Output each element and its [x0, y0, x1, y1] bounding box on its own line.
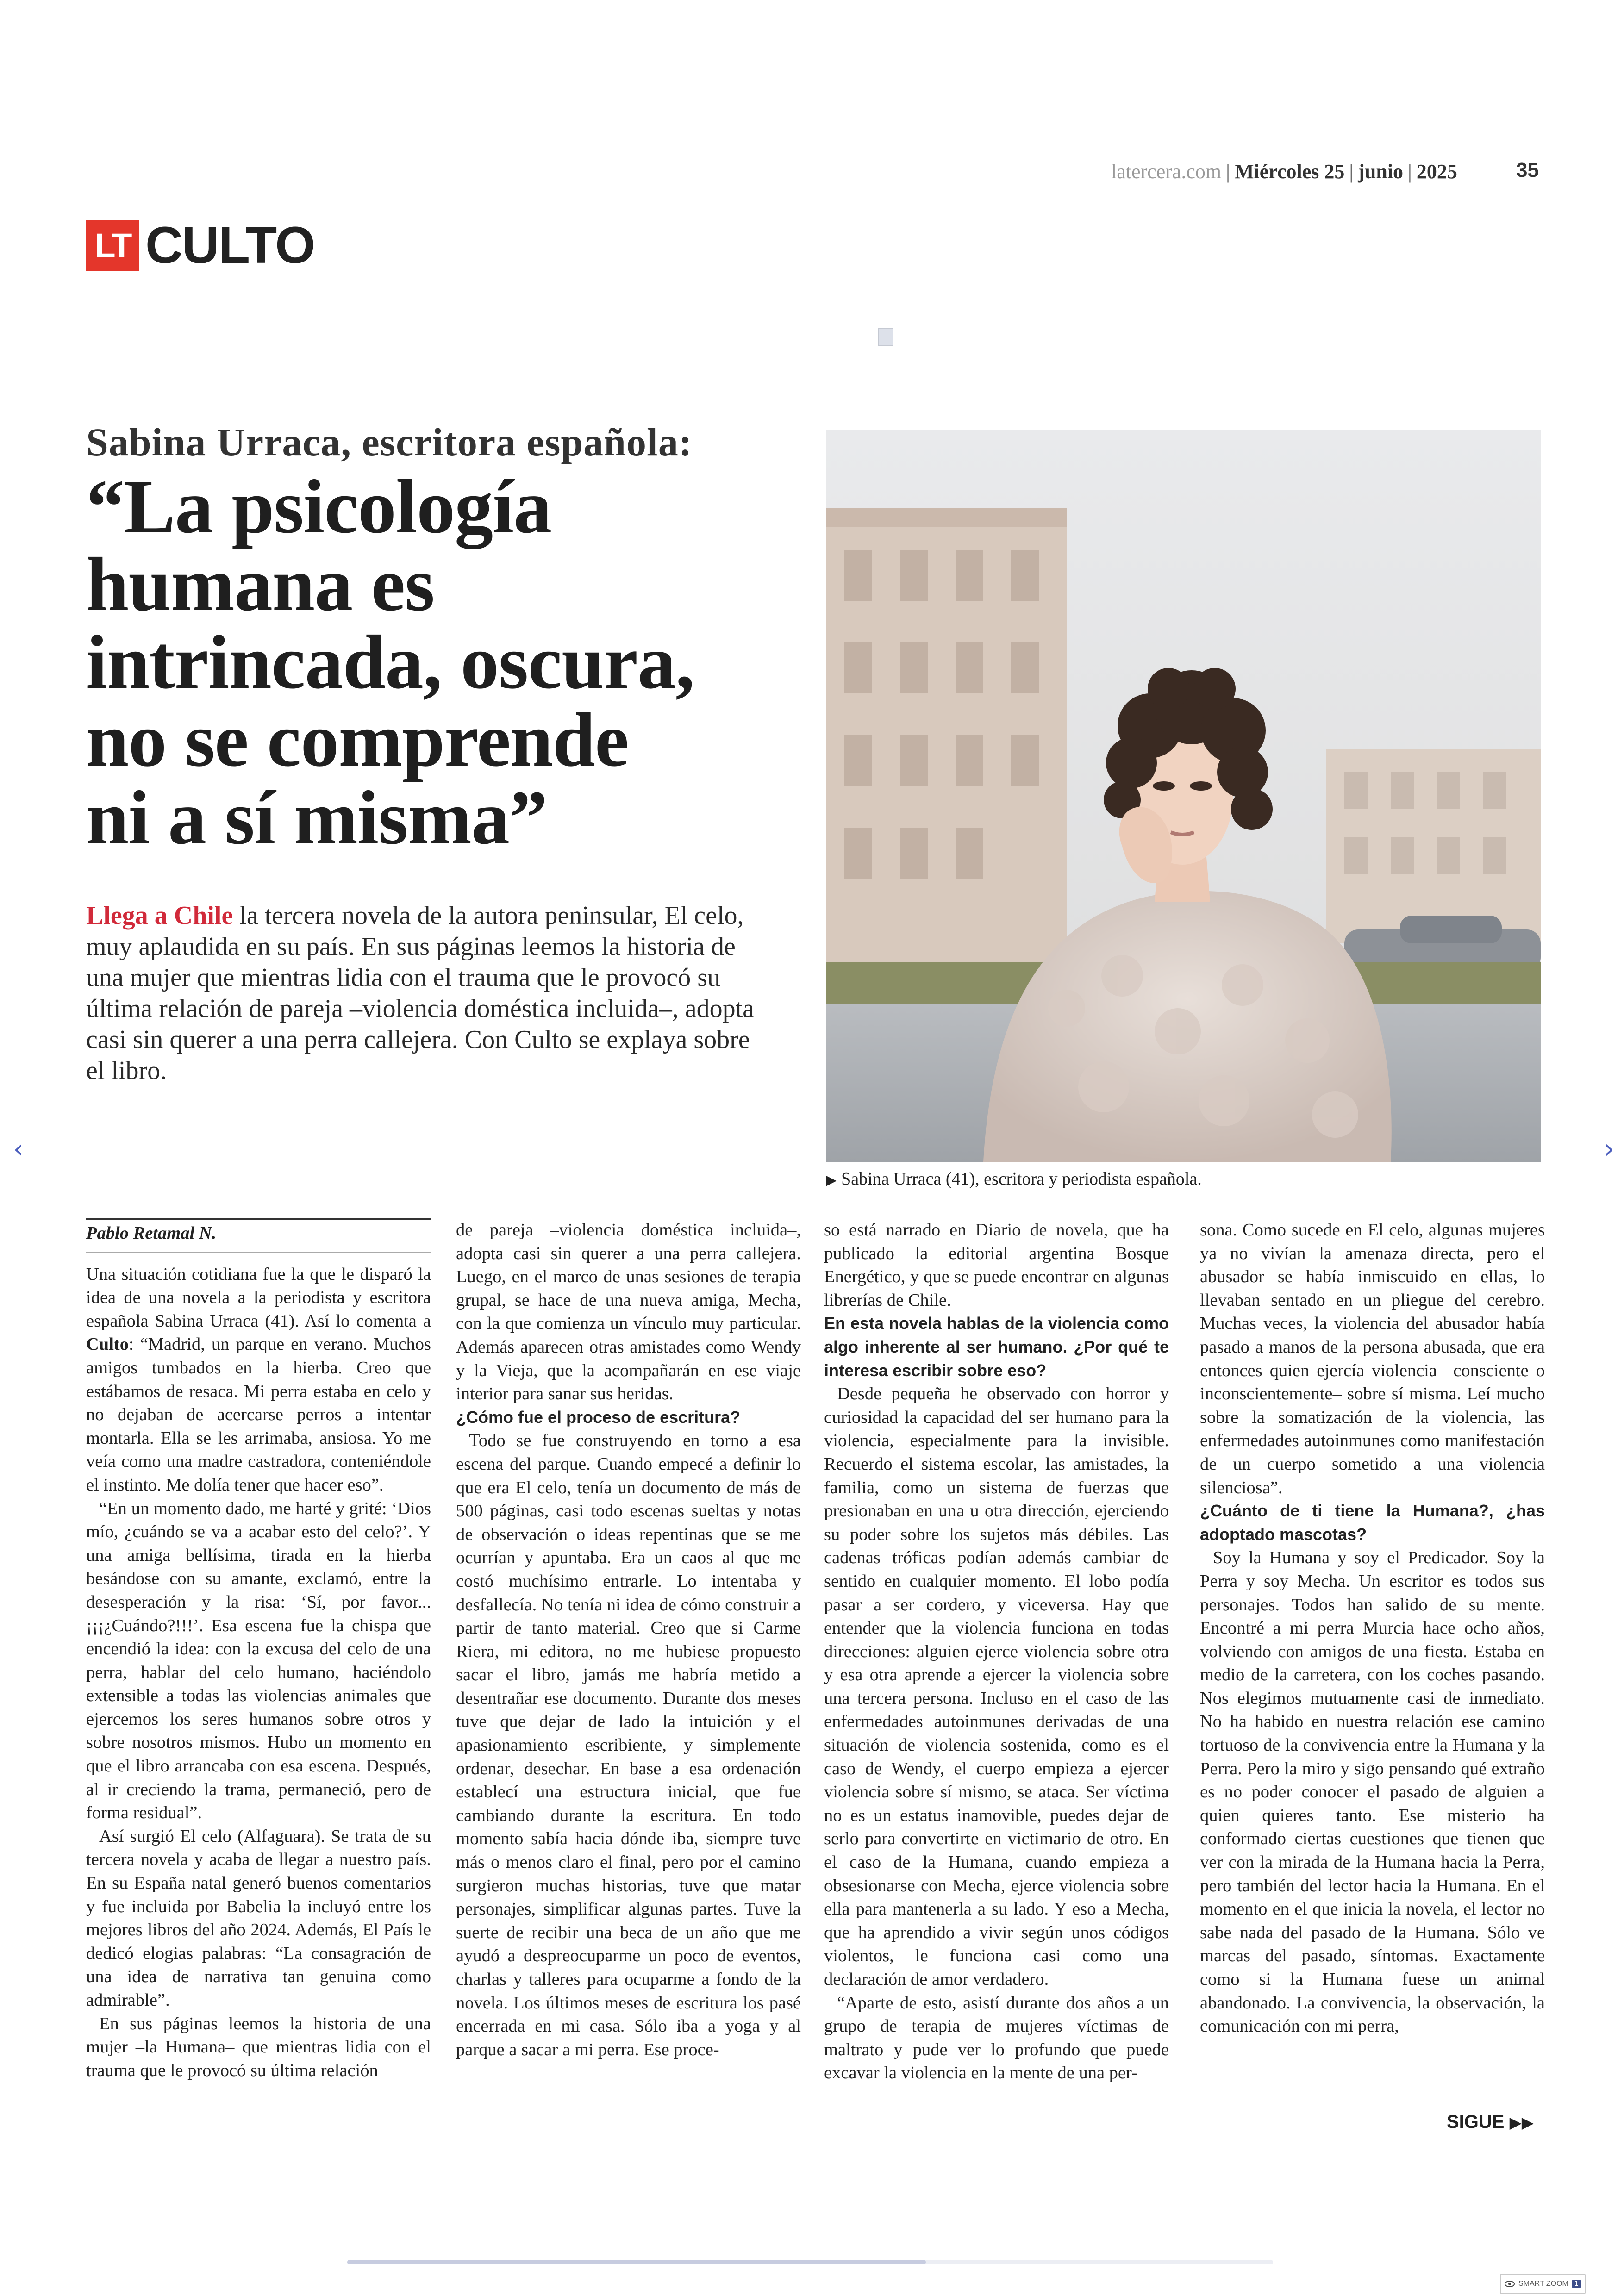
section-brand: [86, 216, 315, 274]
paragraph: sona. Como sucede en El celo, algunas mujeres ya no vivían la amenaza directa, pero el abusador se había inmiscuido en ellas, lo llevaban sentado en un pliegue del cerebro. Muchas veces, la violencia del abusador había pasado a manos de la persona abusada, que era entonces quien ejercía violencia –consciente o inconscientemente– sobre sí misma. Leí mucho sobre la somatización de la violencia, las enfermedades autoinmunes como manifestación de un cuerpo sometido a una violencia silenciosa”.: [1200, 1220, 1545, 1497]
paragraph: “Aparte de esto, asistí durante dos años a un grupo de terapia de mujeres víctimas de maltrato y pude ver lo profundo que puede excavar la violencia en la mente de una per-: [824, 1993, 1169, 2083]
smart-zoom-toggle[interactable]: [1500, 2274, 1586, 2294]
lt-logo: LT: [86, 220, 139, 271]
page-number: 35: [1516, 159, 1539, 181]
lead-text: la tercera novela de la autora peninsular, El celo, muy aplaudida en su país. En sus páginas leemos la historia de una mujer que mientras lidia con el trauma que le provocó su última relación de pareja –violencia doméstica incluida–, adopta casi sin querer a una perra callejera. Con Culto se explaya sobre el libro.: [86, 901, 754, 1085]
headline-line: ni a sí misma”: [86, 775, 547, 860]
article-column-4: [1200, 1218, 1545, 2038]
paragraph: “En un momento dado, me harté y grité: ‘Dios mío, ¿cuándo se va a acabar esto del celo?’. Y una amiga bellísima, tirada en la hierba besándose con su amante, exclamó, entre la desesperación y la risa: ‘Sí, por favor... ¡¡¡¿Cuándo?!!!’. Esa escena fue la chispa que encendió la idea: con la excusa del celo de una perra, hablar del celo humano, haciéndolo extensible a todas las violencias animales que ejercemos los seres humanos sobre otros y sobre nosotros mismos. Hubo un momento en que el libro arrancaba con esa escena. Después, al ir creciendo la trama, permaneció, pero de forma residual”.: [86, 1498, 431, 1823]
paragraph: Desde pequeña he observado con horror y curiosidad la capacidad del ser humano para la violencia, especialmente para la invisible. Recuerdo el sistema escolar, las amistades, la familia, como un sistema de fuerzas que presionaban en una u otra dirección, ejerciendo su poder sobre los sujetos más débiles. Las cadenas tróficas podían además cambiar de sentido en cualquier momento. El lobo podía pasar a ser cordero, y viceversa. Hay que entender que la violencia funciona en todas direcciones: alguien ejerce violencia sobre otra y esa otra aprende a ejercer la violencia sobre una tercera persona. Incluso en el caso de las enfermedades autoinmunes derivadas de una situación de violencia sostenida, como es el caso de Wendy, el cuerpo empieza a ejercer violencia sobre sí mismo, se ataca. Ser víctima no es un estatus inamovible, puedes dejar de serlo para convertirte en victimario de otro. En el caso de la Humana, cuando empieza a obsesionarse con Mecha, ejerce violencia sobre ella para mantenerla a su lado. Y eso a Mecha, que ha aprendido a vivir según unos códigos violentos, le funciona casi como una declaración de amor verdadero.: [824, 1384, 1169, 1989]
article-lead: [86, 900, 767, 1086]
headline-line: no se comprende: [86, 697, 629, 782]
smart-zoom-badge: 1: [1572, 2280, 1581, 2288]
article-column-2: [456, 1218, 801, 2061]
next-page-button[interactable]: [1595, 1133, 1623, 1165]
caption-triangle-icon: ▶: [826, 1172, 837, 1188]
chevron-right-icon: ›: [1604, 1134, 1615, 1164]
page-marker-icon: [878, 328, 893, 346]
paragraph: En sus páginas leemos la historia de una mujer –la Humana– que mientras lidia con el trauma que le provocó su última relación: [86, 2014, 431, 2080]
previous-page-button[interactable]: [5, 1133, 32, 1165]
section-name: CULTO: [145, 216, 315, 274]
article-photo: [826, 430, 1541, 1162]
chevron-left-icon: ‹: [13, 1134, 24, 1164]
scrollbar-thumb[interactable]: [347, 2260, 926, 2264]
site-name: latercera.com: [1111, 160, 1222, 183]
smart-zoom-label: SMART ZOOM: [1518, 2280, 1568, 2288]
paragraph: [86, 1263, 431, 1497]
double-play-icon: ▶▶: [1509, 2114, 1534, 2132]
article-column-1: [86, 1218, 431, 2082]
paragraph: de pareja –violencia doméstica incluida–, adopta casi sin querer a una perra callejera. Luego, en el marco de unas sesiones de terapia grupal, se hace de una nueva amiga, Mecha, con la que comienza un vínculo muy particular. Además aparecen otras amistades como Wendy y la Vieja, que la acompañarán en ese viaje interior para sanar sus heridas.: [456, 1220, 801, 1404]
date-year: 2025: [1416, 160, 1457, 183]
article-headline: [86, 464, 808, 860]
paragraph-text: : “Madrid, un parque en verano. Muchos amigos tumbados en la hierba. Creo que estábamos de resaca. Mi perra estaba en celo y no dejaban de acercarse perros a intentar montarla. Ella se les arrimaba, ansiosa. Yo me veía como una madre castradora, conteniéndole el instinto. Me dolía tener que hacer eso”.: [86, 1335, 431, 1495]
continue-label: SIGUE: [1447, 2112, 1505, 2132]
paragraph: so está narrado en Diario de novela, que ha publicado la editorial argentina Bosque Energético, y que se puede encontrar en algunas librerías de Chile.: [824, 1220, 1169, 1310]
photo-caption: [826, 1169, 1202, 1189]
paragraph-text: Una situación cotidiana fue la que le disparó la idea de una novela a la periodista y escritora española Sabina Urraca (41). Así lo comenta a: [86, 1264, 431, 1331]
publication-name: Culto: [86, 1335, 129, 1354]
paragraph: Todo se fue construyendo en torno a esa escena del parque. Cuando empecé a definir lo que era El celo, tenía un documento de más de 500 páginas, casi todo escenas sueltas y notas de observación o ideas repentinas que se me ocurrían y apuntaba. Era un caos al que me costó muchísimo entrarle. Lo intentaba y desfallecía. No tenía ni idea de cómo construir a partir de tanto material. Creo que si Carme Riera, mi editora, no me hubiese propuesto sacar el libro, jamás me habría metido a desentrañar ese documento. Durante dos meses tuve que dejar de lado la intuición y el apasionamiento escribiente, y simplemente ordenar, desechar. En base a esa ordenación establecí una estructura inicial, que fue cambiando durante la escritura. En todo momento sabía hacia dónde iba, siempre tuve más o menos claro el final, pero por el camino surgieron muchas historias, tuve que matar personajes, simplificar algunas partes. Tuve la suerte de recibir una beca de un año que me ayudó a despreocuparme un poco de eventos, charlas y talleres para ocuparme a fondo de la novela. Los últimos meses de escritura los pasé encerrada en mi casa. Sólo iba a yoga y al parque a sacar a mi perra. Ese proce-: [456, 1431, 801, 2059]
interview-question: En esta novela hablas de la violencia como algo inherente al ser humano. ¿Por qué te interesa escribir sobre eso?: [824, 1314, 1169, 1380]
portrait-illustration: [826, 430, 1541, 1162]
page-dateline: latercera.com | Miércoles 25 | junio | 2025: [1111, 160, 1457, 183]
headline-line: humana es: [86, 542, 435, 627]
paragraph: Soy la Humana y soy el Predicador. Soy la Perra y soy Mecha. Un escritor es todos sus personajes. Todos han salido de su mente. Encontré a mi perra Murcia hace ocho años, volviendo con amigos de una fiesta. Estaba en medio de la carretera, con los coches pasando. Nos elegimos mutuamente casi de inmediato. No ha habido en nuestra relación ese camino tortuoso de la convivencia entre la Humana y la Perra. Pero la miro y sigo pensando qué extraño es no poder conocer el pasado de alguien a quien quieres tanto. Ese misterio ha conformado ciertas cuestiones que tienen que ver con la mirada de la Humana hacia la Perra, pero también del lector hacia la Humana. En el momento en el que inicia la novela, el lector no sabe nada del pasado de la Humana. Sólo ve marcas del pasado, síntomas. Exactamente como si la Humana fuese un animal abandonado. La convivencia, la observación, la comunicación con mi perra,: [1200, 1548, 1545, 2036]
date-month: junio: [1358, 160, 1404, 183]
interview-question: ¿Cómo fue el proceso de escritura?: [456, 1407, 741, 1427]
article-column-3: [824, 1218, 1169, 2085]
paragraph: Así surgió El celo (Alfaguara). Se trata de su tercera novela y acaba de llegar a nuestro país. En su España natal generó buenos comentarios y fue incluida por Babelia la incluyó entre los mejores libros del año 2024. Además, El País le dedicó elogias palabras: “La consagración de una idea de narrativa tan genuina como admirable”.: [86, 1826, 431, 2010]
date-day: Miércoles 25: [1234, 160, 1345, 183]
continue-marker: [1447, 2112, 1534, 2133]
interview-question: ¿Cuánto de ti tiene la Humana?, ¿has adoptado mascotas?: [1200, 1501, 1545, 1544]
byline: Pablo Retamal N.: [86, 1218, 431, 1253]
headline-line: intrincada, oscura,: [86, 619, 694, 705]
article-subhead: Sabina Urraca, escritora española:: [86, 420, 693, 464]
caption-text: Sabina Urraca (41), escritora y periodista española.: [841, 1169, 1202, 1189]
lead-kicker: Llega a Chile: [86, 901, 233, 930]
headline-line: “La psicología: [86, 464, 552, 549]
eye-icon: [1505, 2281, 1515, 2287]
